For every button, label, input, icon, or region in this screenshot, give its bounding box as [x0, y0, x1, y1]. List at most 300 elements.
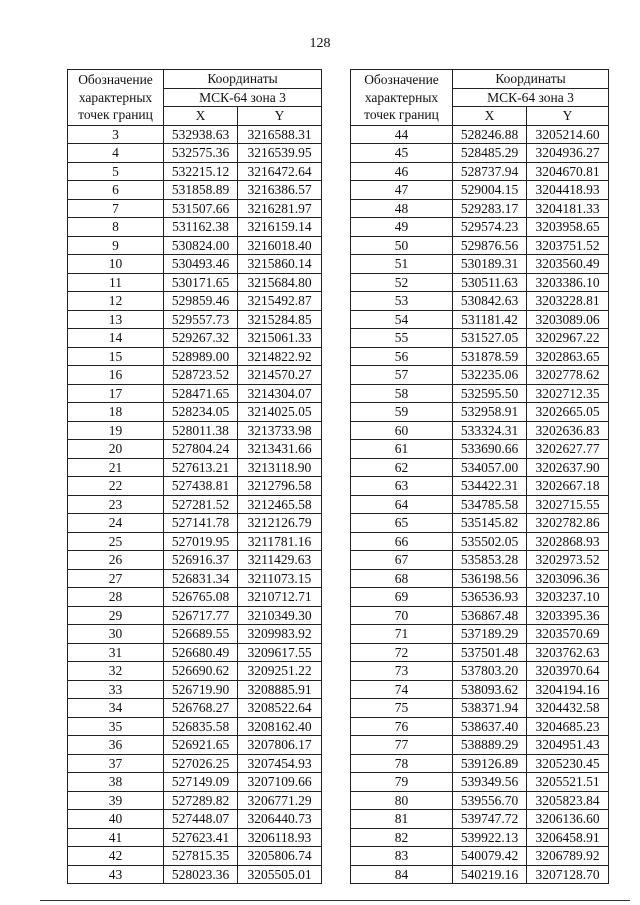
point-number-cell: 79 — [351, 773, 453, 792]
y-coordinate-cell: 3216539.95 — [238, 144, 322, 163]
point-number-cell: 73 — [351, 662, 453, 681]
y-coordinate-cell: 3203089.06 — [527, 310, 609, 329]
x-coordinate-cell: 539556.70 — [453, 791, 527, 810]
y-coordinate-cell: 3216018.40 — [238, 236, 322, 255]
y-coordinate-cell: 3202868.93 — [527, 532, 609, 551]
point-number-cell: 9 — [68, 236, 164, 255]
point-number-cell: 37 — [68, 754, 164, 773]
point-number-cell: 20 — [68, 440, 164, 459]
point-number-cell: 43 — [68, 865, 164, 884]
table-row — [68, 643, 322, 662]
table-row — [68, 421, 322, 440]
x-coordinate-cell: 534785.58 — [453, 495, 527, 514]
point-number-cell: 47 — [351, 181, 453, 200]
point-number-cell: 57 — [351, 366, 453, 385]
point-number-cell: 45 — [351, 144, 453, 163]
table-row — [351, 199, 609, 218]
y-column-header: Y — [238, 107, 322, 126]
x-coordinate-cell: 526765.08 — [164, 588, 238, 607]
point-number-cell: 48 — [351, 199, 453, 218]
table-row — [68, 625, 322, 644]
point-number-cell: 39 — [68, 791, 164, 810]
y-coordinate-cell: 3202863.65 — [527, 347, 609, 366]
table-row — [351, 440, 609, 459]
y-coordinate-cell: 3202627.77 — [527, 440, 609, 459]
x-coordinate-cell: 529876.56 — [453, 236, 527, 255]
point-column-header — [351, 70, 453, 126]
x-coordinate-cell: 529267.32 — [164, 329, 238, 348]
y-coordinate-cell: 3206118.93 — [238, 828, 322, 847]
table-row — [351, 606, 609, 625]
x-coordinate-cell: 527815.35 — [164, 847, 238, 866]
point-header-line: характерных — [78, 89, 153, 105]
y-coordinate-cell: 3206136.60 — [527, 810, 609, 829]
point-number-cell: 16 — [68, 366, 164, 385]
y-coordinate-cell: 3204418.93 — [527, 181, 609, 200]
point-number-cell: 30 — [68, 625, 164, 644]
y-coordinate-cell: 3206771.29 — [238, 791, 322, 810]
x-coordinate-cell: 531858.89 — [164, 181, 238, 200]
x-coordinate-cell: 526689.55 — [164, 625, 238, 644]
point-number-cell: 84 — [351, 865, 453, 884]
coordinates-rows-left — [68, 125, 322, 884]
y-coordinate-cell: 3207109.66 — [238, 773, 322, 792]
x-coordinate-cell: 528471.65 — [164, 384, 238, 403]
y-coordinate-cell: 3211073.15 — [238, 569, 322, 588]
x-coordinate-cell: 526916.37 — [164, 551, 238, 570]
point-number-cell: 21 — [68, 458, 164, 477]
y-coordinate-cell: 3202636.83 — [527, 421, 609, 440]
y-coordinate-cell: 3210349.30 — [238, 606, 322, 625]
y-coordinate-cell: 3216472.64 — [238, 162, 322, 181]
point-number-cell: 49 — [351, 218, 453, 237]
point-column-header — [68, 70, 164, 126]
point-number-cell: 26 — [68, 551, 164, 570]
table-row — [68, 514, 322, 533]
x-coordinate-cell: 535853.28 — [453, 551, 527, 570]
table-row — [68, 791, 322, 810]
y-coordinate-cell: 3209983.92 — [238, 625, 322, 644]
y-coordinate-cell: 3211781.16 — [238, 532, 322, 551]
point-number-cell: 82 — [351, 828, 453, 847]
x-coordinate-cell: 527141.78 — [164, 514, 238, 533]
x-coordinate-cell: 529859.46 — [164, 292, 238, 311]
x-coordinate-cell: 527289.82 — [164, 791, 238, 810]
point-number-cell: 70 — [351, 606, 453, 625]
point-number-cell: 19 — [68, 421, 164, 440]
point-number-cell: 54 — [351, 310, 453, 329]
y-coordinate-cell: 3216588.31 — [238, 125, 322, 144]
y-coordinate-cell: 3203395.36 — [527, 606, 609, 625]
y-coordinate-cell: 3207454.93 — [238, 754, 322, 773]
y-coordinate-cell: 3214304.07 — [238, 384, 322, 403]
table-row — [351, 347, 609, 366]
y-column-header: Y — [527, 107, 609, 126]
point-number-cell: 44 — [351, 125, 453, 144]
x-coordinate-cell: 529004.15 — [453, 181, 527, 200]
table-row — [68, 458, 322, 477]
x-coordinate-cell: 534057.00 — [453, 458, 527, 477]
table-row — [68, 495, 322, 514]
y-coordinate-cell: 3206789.92 — [527, 847, 609, 866]
y-coordinate-cell: 3203237.10 — [527, 588, 609, 607]
point-number-cell: 51 — [351, 255, 453, 274]
y-coordinate-cell: 3212465.58 — [238, 495, 322, 514]
point-header-line: Обозначение — [78, 72, 153, 87]
y-coordinate-cell: 3204432.58 — [527, 699, 609, 718]
point-number-cell: 32 — [68, 662, 164, 681]
y-coordinate-cell: 3214822.92 — [238, 347, 322, 366]
x-coordinate-cell: 538889.29 — [453, 736, 527, 755]
y-coordinate-cell: 3212796.58 — [238, 477, 322, 496]
y-coordinate-cell: 3215684.80 — [238, 273, 322, 292]
table-row — [351, 236, 609, 255]
table-row — [351, 421, 609, 440]
x-coordinate-cell: 528023.36 — [164, 865, 238, 884]
page-number: 128 — [309, 36, 331, 51]
x-coordinate-cell: 536867.48 — [453, 606, 527, 625]
point-number-cell: 18 — [68, 403, 164, 422]
y-coordinate-cell: 3203560.49 — [527, 255, 609, 274]
y-coordinate-cell: 3202715.55 — [527, 495, 609, 514]
point-number-cell: 76 — [351, 717, 453, 736]
x-coordinate-cell: 529557.73 — [164, 310, 238, 329]
table-row — [351, 643, 609, 662]
coords-header-system: МСК-64 зона 3 — [453, 88, 609, 107]
x-coordinate-cell: 528234.05 — [164, 403, 238, 422]
x-coordinate-cell: 537501.48 — [453, 643, 527, 662]
point-number-cell: 83 — [351, 847, 453, 866]
y-coordinate-cell: 3209251.22 — [238, 662, 322, 681]
x-coordinate-cell: 527623.41 — [164, 828, 238, 847]
x-coordinate-cell: 527448.07 — [164, 810, 238, 829]
table-row — [68, 199, 322, 218]
x-coordinate-cell: 538093.62 — [453, 680, 527, 699]
x-coordinate-cell: 526719.90 — [164, 680, 238, 699]
point-number-cell: 10 — [68, 255, 164, 274]
y-coordinate-cell: 3215284.85 — [238, 310, 322, 329]
point-number-cell: 55 — [351, 329, 453, 348]
x-coordinate-cell: 527019.95 — [164, 532, 238, 551]
table-row — [68, 310, 322, 329]
table-row — [68, 236, 322, 255]
x-coordinate-cell: 538637.40 — [453, 717, 527, 736]
x-coordinate-cell: 531507.66 — [164, 199, 238, 218]
table-row — [68, 347, 322, 366]
point-number-cell: 24 — [68, 514, 164, 533]
point-number-cell: 66 — [351, 532, 453, 551]
x-coordinate-cell: 535502.05 — [453, 532, 527, 551]
point-number-cell: 58 — [351, 384, 453, 403]
table-row — [351, 736, 609, 755]
x-coordinate-cell: 526768.27 — [164, 699, 238, 718]
x-coordinate-cell: 526690.62 — [164, 662, 238, 681]
y-coordinate-cell: 3206440.73 — [238, 810, 322, 829]
x-coordinate-cell: 536198.56 — [453, 569, 527, 588]
x-coordinate-cell: 540079.42 — [453, 847, 527, 866]
table-row — [68, 181, 322, 200]
table-row — [68, 162, 322, 181]
x-coordinate-cell: 532938.63 — [164, 125, 238, 144]
point-number-cell: 62 — [351, 458, 453, 477]
table-row — [351, 588, 609, 607]
y-coordinate-cell: 3202782.86 — [527, 514, 609, 533]
table-row — [68, 588, 322, 607]
y-coordinate-cell: 3205214.60 — [527, 125, 609, 144]
x-coordinate-cell: 535145.82 — [453, 514, 527, 533]
y-coordinate-cell: 3213118.90 — [238, 458, 322, 477]
coords-header-title: Координаты — [164, 70, 322, 89]
y-coordinate-cell: 3216281.97 — [238, 199, 322, 218]
point-number-cell: 81 — [351, 810, 453, 829]
point-number-cell: 34 — [68, 699, 164, 718]
point-number-cell: 22 — [68, 477, 164, 496]
point-number-cell: 7 — [68, 199, 164, 218]
table-row — [68, 329, 322, 348]
coords-header-title: Координаты — [453, 70, 609, 89]
point-header-line: точек границ — [364, 107, 439, 122]
y-coordinate-cell: 3204685.23 — [527, 717, 609, 736]
point-number-cell: 27 — [68, 569, 164, 588]
table-row — [351, 717, 609, 736]
y-coordinate-cell: 3205230.45 — [527, 754, 609, 773]
table-row — [68, 847, 322, 866]
table-row — [68, 273, 322, 292]
x-coordinate-cell: 539349.56 — [453, 773, 527, 792]
point-number-cell: 36 — [68, 736, 164, 755]
coordinates-table-left — [67, 69, 322, 884]
table-row — [68, 403, 322, 422]
table-row — [351, 292, 609, 311]
x-coordinate-cell: 529283.17 — [453, 199, 527, 218]
coords-header-system: МСК-64 зона 3 — [164, 88, 322, 107]
point-number-cell: 38 — [68, 773, 164, 792]
y-coordinate-cell: 3203751.52 — [527, 236, 609, 255]
y-coordinate-cell: 3205521.51 — [527, 773, 609, 792]
point-number-cell: 3 — [68, 125, 164, 144]
y-coordinate-cell: 3214570.27 — [238, 366, 322, 385]
x-coordinate-cell: 527438.81 — [164, 477, 238, 496]
x-coordinate-cell: 537189.29 — [453, 625, 527, 644]
y-coordinate-cell: 3203970.64 — [527, 662, 609, 681]
y-coordinate-cell: 3203386.10 — [527, 273, 609, 292]
y-coordinate-cell: 3211429.63 — [238, 551, 322, 570]
page-bottom-rule — [40, 900, 630, 901]
x-coordinate-cell: 534422.31 — [453, 477, 527, 496]
point-number-cell: 64 — [351, 495, 453, 514]
point-number-cell: 61 — [351, 440, 453, 459]
y-coordinate-cell: 3203570.69 — [527, 625, 609, 644]
y-coordinate-cell: 3207806.17 — [238, 736, 322, 755]
table-row — [351, 218, 609, 237]
table-row — [351, 865, 609, 884]
y-coordinate-cell: 3202665.05 — [527, 403, 609, 422]
y-coordinate-cell: 3202778.62 — [527, 366, 609, 385]
point-number-cell: 68 — [351, 569, 453, 588]
y-coordinate-cell: 3208162.40 — [238, 717, 322, 736]
x-column-header: X — [164, 107, 238, 126]
table-row — [68, 551, 322, 570]
x-coordinate-cell: 526680.49 — [164, 643, 238, 662]
point-number-cell: 46 — [351, 162, 453, 181]
table-row — [351, 125, 609, 144]
y-coordinate-cell: 3215492.87 — [238, 292, 322, 311]
table-row — [68, 440, 322, 459]
point-number-cell: 29 — [68, 606, 164, 625]
point-number-cell: 60 — [351, 421, 453, 440]
x-coordinate-cell: 527281.52 — [164, 495, 238, 514]
point-number-cell: 71 — [351, 625, 453, 644]
table-row — [68, 255, 322, 274]
y-coordinate-cell: 3203228.81 — [527, 292, 609, 311]
table-row — [68, 717, 322, 736]
table-row — [351, 403, 609, 422]
x-coordinate-cell: 530824.00 — [164, 236, 238, 255]
y-coordinate-cell: 3204936.27 — [527, 144, 609, 163]
point-number-cell: 77 — [351, 736, 453, 755]
table-row — [68, 662, 322, 681]
point-number-cell: 13 — [68, 310, 164, 329]
point-number-cell: 50 — [351, 236, 453, 255]
table-row — [351, 255, 609, 274]
table-row — [351, 532, 609, 551]
x-coordinate-cell: 538371.94 — [453, 699, 527, 718]
x-coordinate-cell: 532958.91 — [453, 403, 527, 422]
y-coordinate-cell: 3203958.65 — [527, 218, 609, 237]
y-coordinate-cell: 3213733.98 — [238, 421, 322, 440]
y-coordinate-cell: 3204194.16 — [527, 680, 609, 699]
y-coordinate-cell: 3210712.71 — [238, 588, 322, 607]
y-coordinate-cell: 3202712.35 — [527, 384, 609, 403]
table-row — [351, 458, 609, 477]
point-number-cell: 33 — [68, 680, 164, 699]
table-row — [351, 754, 609, 773]
y-coordinate-cell: 3216386.57 — [238, 181, 322, 200]
x-coordinate-cell: 539922.13 — [453, 828, 527, 847]
y-coordinate-cell: 3203096.36 — [527, 569, 609, 588]
table-row — [68, 754, 322, 773]
table-row — [351, 273, 609, 292]
x-coordinate-cell: 526831.34 — [164, 569, 238, 588]
point-header-line: характерных — [364, 89, 439, 105]
x-coordinate-cell: 537803.20 — [453, 662, 527, 681]
x-coordinate-cell: 531878.59 — [453, 347, 527, 366]
x-coordinate-cell: 528485.29 — [453, 144, 527, 163]
table-row — [68, 736, 322, 755]
y-coordinate-cell: 3214025.05 — [238, 403, 322, 422]
coordinates-rows-right — [351, 125, 609, 884]
x-coordinate-cell: 533324.31 — [453, 421, 527, 440]
y-coordinate-cell: 3205505.01 — [238, 865, 322, 884]
table-row — [68, 865, 322, 884]
x-coordinate-cell: 528723.52 — [164, 366, 238, 385]
y-coordinate-cell: 3202667.18 — [527, 477, 609, 496]
table-row — [351, 828, 609, 847]
point-number-cell: 5 — [68, 162, 164, 181]
x-coordinate-cell: 530511.63 — [453, 273, 527, 292]
point-number-cell: 40 — [68, 810, 164, 829]
table-row — [351, 181, 609, 200]
table-row — [351, 680, 609, 699]
table-row — [351, 569, 609, 588]
point-number-cell: 4 — [68, 144, 164, 163]
point-number-cell: 78 — [351, 754, 453, 773]
y-coordinate-cell: 3215061.33 — [238, 329, 322, 348]
point-number-cell: 14 — [68, 329, 164, 348]
x-coordinate-cell: 540219.16 — [453, 865, 527, 884]
point-number-cell: 11 — [68, 273, 164, 292]
y-coordinate-cell: 3202967.22 — [527, 329, 609, 348]
table-row — [68, 569, 322, 588]
table-row — [351, 773, 609, 792]
x-coordinate-cell: 526921.65 — [164, 736, 238, 755]
y-coordinate-cell: 3207128.70 — [527, 865, 609, 884]
table-row — [68, 773, 322, 792]
table-row — [68, 384, 322, 403]
x-coordinate-cell: 539126.89 — [453, 754, 527, 773]
y-coordinate-cell: 3215860.14 — [238, 255, 322, 274]
table-row — [351, 625, 609, 644]
table-row — [351, 514, 609, 533]
table-row — [68, 828, 322, 847]
point-number-cell: 23 — [68, 495, 164, 514]
point-number-cell: 80 — [351, 791, 453, 810]
table-row — [351, 310, 609, 329]
x-coordinate-cell: 539747.72 — [453, 810, 527, 829]
y-coordinate-cell: 3202973.52 — [527, 551, 609, 570]
table-row — [68, 125, 322, 144]
point-number-cell: 17 — [68, 384, 164, 403]
y-coordinate-cell: 3208522.64 — [238, 699, 322, 718]
point-number-cell: 74 — [351, 680, 453, 699]
x-coordinate-cell: 530493.46 — [164, 255, 238, 274]
y-coordinate-cell: 3212126.79 — [238, 514, 322, 533]
x-coordinate-cell: 532595.50 — [453, 384, 527, 403]
x-coordinate-cell: 527804.24 — [164, 440, 238, 459]
x-coordinate-cell: 536536.93 — [453, 588, 527, 607]
point-number-cell: 28 — [68, 588, 164, 607]
table-row — [351, 366, 609, 385]
point-number-cell: 31 — [68, 643, 164, 662]
table-row — [351, 662, 609, 681]
point-number-cell: 53 — [351, 292, 453, 311]
y-coordinate-cell: 3213431.66 — [238, 440, 322, 459]
y-coordinate-cell: 3204181.33 — [527, 199, 609, 218]
table-row — [68, 144, 322, 163]
point-header-line: точек границ — [78, 107, 153, 122]
point-number-cell: 59 — [351, 403, 453, 422]
table-row — [68, 477, 322, 496]
point-number-cell: 6 — [68, 181, 164, 200]
table-row — [351, 551, 609, 570]
y-coordinate-cell: 3216159.14 — [238, 218, 322, 237]
x-coordinate-cell: 530842.63 — [453, 292, 527, 311]
point-number-cell: 41 — [68, 828, 164, 847]
y-coordinate-cell: 3209617.55 — [238, 643, 322, 662]
table-row — [351, 329, 609, 348]
table-row — [351, 791, 609, 810]
table-row — [351, 477, 609, 496]
table-row — [351, 495, 609, 514]
x-coordinate-cell: 526717.77 — [164, 606, 238, 625]
x-coordinate-cell: 532575.36 — [164, 144, 238, 163]
y-coordinate-cell: 3204670.81 — [527, 162, 609, 181]
point-number-cell: 56 — [351, 347, 453, 366]
x-coordinate-cell: 527026.25 — [164, 754, 238, 773]
y-coordinate-cell: 3206458.91 — [527, 828, 609, 847]
point-number-cell: 12 — [68, 292, 164, 311]
x-coordinate-cell: 533690.66 — [453, 440, 527, 459]
